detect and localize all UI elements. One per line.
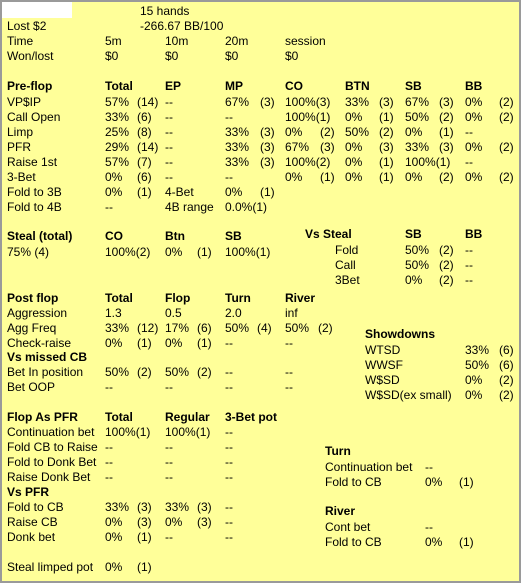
missed-cb-cell: -- (285, 365, 293, 379)
missed-cb-cell: 50% (105, 365, 130, 379)
wonlost-label: Won/lost (7, 49, 54, 63)
vs-steal-col-sb: SB (405, 227, 422, 241)
postflop-row-label: Check-raise (7, 336, 72, 350)
preflop-cell: 100%(2) (285, 155, 331, 169)
pfr-cell: -- (225, 425, 233, 439)
postflop-cell: 17% (165, 321, 190, 335)
preflop-row-label: VP$IP (7, 95, 42, 109)
showdown-count: (2) (499, 373, 514, 387)
preflop-cell: (14) (137, 95, 159, 109)
vs-pfr-cell: (3) (197, 500, 212, 514)
four-bet-count: (1) (260, 185, 275, 199)
bb-per-100: -266.67 BB/100 (140, 19, 224, 33)
time-label: Time (7, 34, 34, 48)
postflop-col-0: Total (105, 291, 133, 305)
postflop-cell: inf (285, 306, 298, 320)
header-white-box (2, 2, 72, 18)
vs-steal-row-label: 3Bet (335, 273, 360, 287)
preflop-row-label: Call Open (7, 110, 61, 124)
vs-pfr-cell: 33% (105, 500, 130, 514)
four-bet-range-value: 0.0%(1) (225, 200, 268, 214)
preflop-cell: 67% (285, 140, 310, 154)
preflop-cell: 100%(1) (405, 155, 451, 169)
showdown-row-label: W$SD(ex small) (365, 388, 452, 402)
vs-pfr-cell: -- (225, 530, 233, 544)
preflop-col-3: CO (285, 79, 303, 93)
postflop-cell: 0% (105, 336, 123, 350)
fold-to-3b-value: 0% (105, 185, 123, 199)
preflop-cell: (1) (379, 110, 394, 124)
vs-steal-row-label: Fold (335, 243, 359, 257)
pfr-row-label: Fold CB to Raise (7, 440, 98, 454)
postflop-row-label: Agg Freq (7, 321, 57, 335)
vs-steal-heading: Vs Steal (305, 227, 352, 241)
preflop-cell: (2) (499, 95, 514, 109)
preflop-cell: 100%(3) (285, 95, 331, 109)
preflop-cell: -- (165, 140, 173, 154)
steal-co-value: 100%(2) (105, 245, 151, 259)
missed-cb-cell: -- (165, 380, 173, 394)
time-col-1: 10m (165, 34, 189, 48)
preflop-cell: -- (465, 155, 473, 169)
postflop-cell: (4) (257, 321, 272, 335)
postflop-col-1: Flop (165, 291, 191, 305)
vs-pfr-cell: -- (165, 530, 173, 544)
postflop-row-label: Aggression (7, 306, 68, 320)
vs-steal-row-label: Call (335, 258, 356, 272)
steal-total-value: 75% (4) (7, 245, 50, 259)
showdown-count: (6) (499, 358, 514, 372)
preflop-cell: (3) (260, 125, 275, 139)
preflop-cell: 100%(1) (285, 110, 331, 124)
pfr-col-total: Total (105, 410, 133, 424)
preflop-row-label: Raise 1st (7, 155, 58, 169)
preflop-cell: (3) (260, 155, 275, 169)
preflop-cell: (3) (260, 95, 275, 109)
pfr-col-3bet-pot: 3-Bet pot (225, 410, 277, 424)
vs-steal-sb-value: 50% (405, 243, 430, 257)
showdown-count: (2) (499, 388, 514, 402)
pfr-cell: -- (225, 455, 233, 469)
preflop-cell: 67% (405, 95, 430, 109)
preflop-col-1: EP (165, 79, 182, 93)
river-count: (1) (459, 535, 474, 549)
time-col-2: 20m (225, 34, 249, 48)
missed-cb-cell: (2) (197, 365, 212, 379)
preflop-cell: -- (165, 110, 173, 124)
vs-pfr-row-label: Fold to CB (7, 500, 64, 514)
preflop-cell: (3) (320, 140, 335, 154)
four-bet-value: 0% (225, 185, 243, 199)
preflop-cell: 0% (105, 170, 123, 184)
time-col-3: session (285, 34, 326, 48)
preflop-cell: (3) (379, 95, 394, 109)
missed-cb-row-label: Bet OOP (7, 380, 56, 394)
preflop-cell: 57% (105, 95, 130, 109)
preflop-cell: -- (165, 125, 173, 139)
preflop-cell: 0% (345, 140, 363, 154)
preflop-cell: 33% (345, 95, 370, 109)
wonlost-val-3: $0 (285, 49, 299, 63)
steal-limped-label: Steal limped pot (7, 560, 94, 574)
steal-btn-value: 0% (165, 245, 183, 259)
pfr-cell: -- (105, 440, 113, 454)
preflop-cell: 0% (285, 170, 303, 184)
steal-limped-count: (1) (137, 560, 152, 574)
preflop-cell: (2) (320, 125, 335, 139)
wonlost-val-0: $0 (105, 49, 119, 63)
vs-pfr-cell: 0% (165, 515, 183, 529)
postflop-cell: 1.3 (105, 306, 122, 320)
showdown-row-label: WWSF (365, 358, 403, 372)
preflop-cell: (2) (439, 170, 454, 184)
preflop-cell: (2) (379, 125, 394, 139)
fold-to-3b-label: Fold to 3B (7, 185, 62, 199)
preflop-cell: (7) (137, 155, 152, 169)
missed-cb-cell: (2) (137, 365, 152, 379)
preflop-cell: 0% (285, 125, 303, 139)
pfr-cell: 100%(1) (165, 425, 211, 439)
steal-col-sb: SB (225, 229, 242, 243)
preflop-cell: -- (225, 170, 233, 184)
preflop-cell: 33% (105, 110, 130, 124)
vs-missed-cb-heading: Vs missed CB (7, 350, 88, 364)
showdown-row-label: WTSD (365, 343, 401, 357)
missed-cb-cell: -- (225, 380, 233, 394)
pfr-row-label: Continuation bet (7, 425, 95, 439)
vs-pfr-row-label: Raise CB (7, 515, 58, 529)
lost-amount: Lost $2 (7, 19, 47, 33)
preflop-cell: (6) (137, 170, 152, 184)
preflop-cell: 0% (405, 170, 423, 184)
vs-steal-bb-value: -- (465, 258, 473, 272)
showdown-value: 50% (465, 358, 490, 372)
pfr-cell: 100%(1) (105, 425, 151, 439)
vs-steal-sb-count: (2) (439, 258, 454, 272)
preflop-cell: (1) (379, 155, 394, 169)
turn-heading: Turn (325, 444, 351, 458)
vs-pfr-cell: -- (225, 500, 233, 514)
preflop-cell: (1) (379, 170, 394, 184)
preflop-cell: (3) (439, 140, 454, 154)
missed-cb-row-label: Bet In position (7, 365, 84, 379)
vs-steal-col-bb: BB (465, 227, 483, 241)
preflop-cell: (2) (439, 110, 454, 124)
steal-col-btn: Btn (165, 229, 185, 243)
preflop-col-6: BB (465, 79, 483, 93)
hands-count: 15 hands (140, 4, 190, 18)
turn-value: 0% (425, 475, 443, 489)
postflop-cell: -- (225, 336, 233, 350)
postflop-cell: 33% (105, 321, 130, 335)
preflop-col-4: BTN (345, 79, 370, 93)
turn-row-label: Continuation bet (325, 460, 413, 474)
preflop-cell: -- (165, 155, 173, 169)
preflop-cell: 50% (345, 125, 370, 139)
pfr-col-regular: Regular (165, 410, 210, 424)
postflop-heading: Post flop (7, 291, 59, 305)
postflop-col-3: River (285, 291, 316, 305)
preflop-cell: -- (165, 170, 173, 184)
preflop-cell: 0% (345, 155, 363, 169)
preflop-cell: 0% (405, 125, 423, 139)
vs-pfr-cell: 0% (105, 515, 123, 529)
vs-pfr-cell: -- (225, 515, 233, 529)
turn-value: -- (425, 460, 433, 474)
preflop-cell: (3) (379, 140, 394, 154)
pfr-cell: -- (105, 470, 113, 484)
showdowns-heading: Showdowns (365, 327, 435, 341)
missed-cb-cell: -- (225, 365, 233, 379)
missed-cb-cell: -- (285, 380, 293, 394)
preflop-cell: -- (165, 95, 173, 109)
vs-pfr-cell: 33% (165, 500, 190, 514)
flop-as-pfr-heading: Flop As PFR (7, 410, 78, 424)
preflop-cell: (1) (320, 170, 335, 184)
preflop-cell: 29% (105, 140, 130, 154)
preflop-cell: 33% (225, 155, 250, 169)
preflop-cell: (2) (499, 140, 514, 154)
preflop-cell: 33% (225, 125, 250, 139)
preflop-cell: 67% (225, 95, 250, 109)
preflop-cell: (3) (439, 95, 454, 109)
pfr-row-label: Fold to Donk Bet (7, 455, 97, 469)
steal-limped-value: 0% (105, 560, 123, 574)
turn-row-label: Fold to CB (325, 475, 382, 489)
preflop-cell: -- (465, 125, 473, 139)
river-heading: River (325, 504, 356, 518)
preflop-cell: (2) (499, 110, 514, 124)
showdown-value: 0% (465, 373, 483, 387)
postflop-cell: 50% (225, 321, 250, 335)
river-row-label: Cont bet (325, 520, 371, 534)
postflop-cell: (1) (197, 336, 212, 350)
preflop-cell: (2) (499, 170, 514, 184)
preflop-cell: 25% (105, 125, 130, 139)
preflop-cell: (3) (260, 140, 275, 154)
preflop-cell: 0% (345, 170, 363, 184)
postflop-cell: 50% (285, 321, 310, 335)
pfr-cell: -- (225, 440, 233, 454)
preflop-cell: 50% (405, 110, 430, 124)
steal-col-co: CO (105, 229, 123, 243)
showdown-count: (6) (499, 343, 514, 357)
missed-cb-cell: -- (105, 380, 113, 394)
vs-pfr-cell: (3) (137, 500, 152, 514)
postflop-cell: 0% (165, 336, 183, 350)
vs-pfr-row-label: Donk bet (7, 530, 56, 544)
preflop-row-label: PFR (7, 140, 31, 154)
steal-heading: Steal (total) (7, 229, 73, 243)
preflop-cell: (6) (137, 110, 152, 124)
steal-sb-value: 100%(1) (225, 245, 271, 259)
vs-steal-sb-count: (2) (439, 273, 454, 287)
preflop-cell: (1) (439, 125, 454, 139)
vs-steal-sb-value: 50% (405, 258, 430, 272)
showdown-value: 0% (465, 388, 483, 402)
fold-to-4b-value: -- (105, 200, 113, 214)
pfr-cell: -- (225, 470, 233, 484)
preflop-cell: 0% (465, 95, 483, 109)
vs-pfr-cell: 0% (105, 530, 123, 544)
vs-pfr-cell: (3) (137, 515, 152, 529)
pfr-cell: -- (165, 440, 173, 454)
preflop-cell: 0% (465, 110, 483, 124)
steal-btn-count: (1) (197, 245, 212, 259)
preflop-cell: (8) (137, 125, 152, 139)
preflop-cell: 0% (465, 140, 483, 154)
preflop-col-0: Total (105, 79, 133, 93)
wonlost-val-1: $0 (165, 49, 179, 63)
preflop-cell: 33% (225, 140, 250, 154)
preflop-cell: 0% (465, 170, 483, 184)
vs-steal-sb-value: 0% (405, 273, 423, 287)
pfr-cell: -- (165, 455, 173, 469)
pfr-cell: -- (105, 455, 113, 469)
preflop-row-label: Limp (7, 125, 34, 139)
postflop-cell: (6) (197, 321, 212, 335)
postflop-cell: (12) (137, 321, 159, 335)
vs-steal-sb-count: (2) (439, 243, 454, 257)
postflop-cell: (2) (318, 321, 333, 335)
preflop-cell: (14) (137, 140, 159, 154)
preflop-row-label: 3-Bet (7, 170, 36, 184)
preflop-col-2: MP (225, 79, 243, 93)
postflop-cell: -- (285, 336, 293, 350)
river-row-label: Fold to CB (325, 535, 382, 549)
postflop-cell: 2.0 (225, 306, 242, 320)
preflop-col-5: SB (405, 79, 422, 93)
postflop-cell: 0.5 (165, 306, 182, 320)
fold-to-4b-label: Fold to 4B (7, 200, 62, 214)
four-bet-range-label: 4B range (165, 200, 214, 214)
fold-to-3b-count: (1) (137, 185, 152, 199)
time-col-0: 5m (105, 34, 122, 48)
river-value: 0% (425, 535, 443, 549)
missed-cb-cell: 50% (165, 365, 190, 379)
showdown-value: 33% (465, 343, 490, 357)
vs-pfr-heading: Vs PFR (7, 485, 50, 499)
wonlost-val-2: $0 (225, 49, 239, 63)
pfr-cell: -- (165, 470, 173, 484)
vs-pfr-cell: (3) (197, 515, 212, 529)
pfr-row-label: Raise Donk Bet (7, 470, 91, 484)
four-bet-label: 4-Bet (165, 185, 194, 199)
vs-steal-bb-value: -- (465, 243, 473, 257)
preflop-heading: Pre-flop (7, 79, 53, 93)
turn-count: (1) (459, 475, 474, 489)
showdown-row-label: W$SD (365, 373, 400, 387)
vs-steal-bb-value: -- (465, 273, 473, 287)
vs-pfr-cell: (1) (137, 530, 152, 544)
preflop-cell: -- (225, 110, 233, 124)
preflop-cell: 0% (345, 110, 363, 124)
postflop-col-2: Turn (225, 291, 251, 305)
postflop-cell: (1) (137, 336, 152, 350)
river-value: -- (425, 520, 433, 534)
preflop-cell: 57% (105, 155, 130, 169)
preflop-cell: 33% (405, 140, 430, 154)
